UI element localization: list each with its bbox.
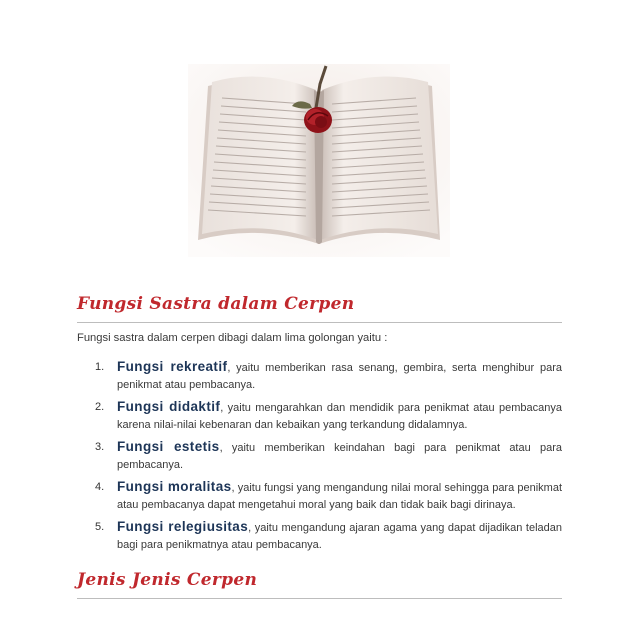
- list-term: Fungsi estetis: [117, 439, 220, 454]
- function-list: [95, 358, 562, 558]
- heading-rule: [77, 598, 562, 599]
- section-heading-fungsi-sastra: Fungsi Sastra dalam Cerpen: [77, 294, 355, 314]
- list-item: [95, 398, 562, 434]
- list-term: Fungsi moralitas: [117, 479, 232, 494]
- list-number: 1.: [95, 361, 105, 373]
- list-item: [95, 478, 562, 514]
- list-number: 5.: [95, 521, 105, 533]
- heading-rule: [77, 322, 562, 323]
- list-text: , yaitu mengarahkan dan mendidik para penikmat atau pembacanya karena nilai-nilai kebenaran dan kebaikan yang terkandung didalamnya.: [117, 402, 562, 431]
- intro-paragraph: Fungsi sastra dalam cerpen dibagi dalam lima golongan yaitu :: [77, 332, 388, 344]
- list-term: Fungsi relegiusitas: [117, 519, 249, 534]
- list-term: Fungsi didaktif: [117, 399, 221, 414]
- list-text: , yaitu fungsi yang mengandung nilai moral sehingga para penikmat atau pembacanya dapat mengetahui moral yang baik dan tidak baik bagi dirinaya.: [117, 482, 563, 511]
- list-number: 3.: [95, 441, 105, 453]
- list-number: 2.: [95, 401, 105, 413]
- open-book-with-rose-photo: [188, 64, 450, 257]
- list-term: Fungsi rekreatif: [117, 359, 228, 374]
- list-number: 4.: [95, 481, 105, 493]
- list-item: [95, 438, 562, 474]
- list-text: , yaitu memberikan keindahan bagi para penikmat atau para pembacanya.: [117, 442, 562, 471]
- list-text: , yaitu memberikan rasa senang, gembira, serta menghibur para penikmat atau pembacanya.: [117, 362, 562, 391]
- list-item: [95, 518, 562, 554]
- list-item: [95, 358, 562, 394]
- section-heading-jenis-cerpen: Jenis Jenis Cerpen: [77, 570, 258, 590]
- list-text: , yaitu mengandung ajaran agama yang dapat dijadikan teladan bagi para penikmatnya atau pembacanya.: [117, 522, 562, 551]
